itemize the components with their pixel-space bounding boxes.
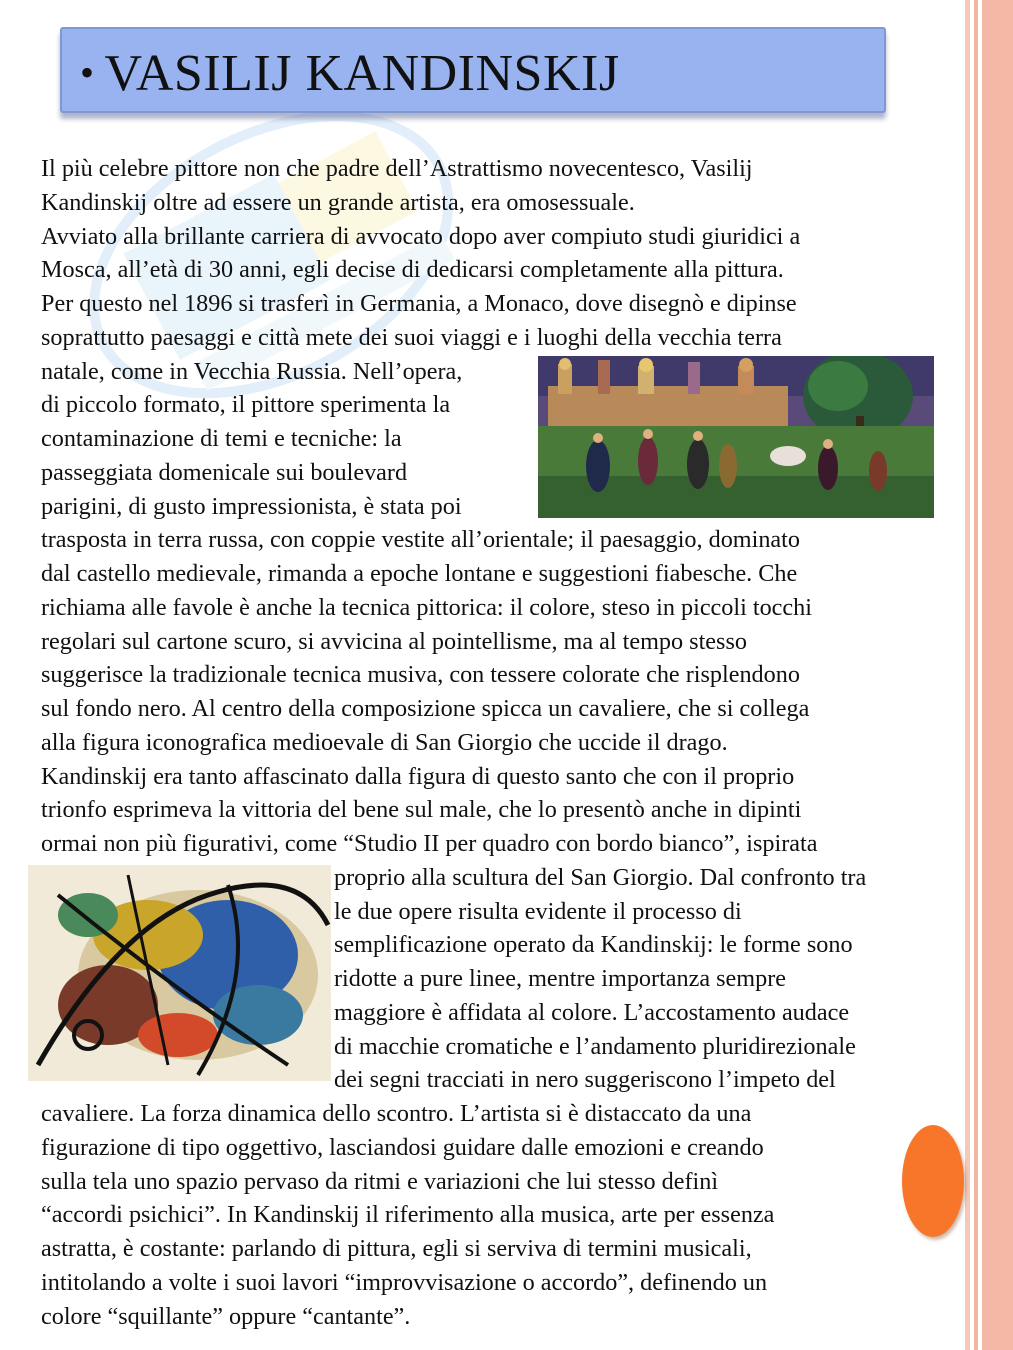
text-line: figurazione di tipo oggettivo, lasciandosi guidare dalle emozioni e creando [41,1133,764,1161]
text-line: proprio alla scultura del San Giorgio. Dal confronto tra [334,863,867,891]
title-label: VASILIJ KANDINSKIJ [104,45,620,102]
body-text [41,152,976,1333]
decorative-oval [902,1125,964,1237]
text-line: le due opere risulta evidente il processo di [334,897,742,925]
text-line: parigini, di gusto impressionista, è stata poi [41,492,462,520]
text-line: suggerisce la tradizionale tecnica musiva, con tessere colorate che risplendono [41,661,800,689]
text-line: passeggiata domenicale sui boulevard [41,458,408,486]
text-line: trasposta in terra russa, con coppie vestite all’orientale; il paesaggio, dominato [41,526,800,554]
text-line: Il più celebre pittore non che padre dell’Astrattismo novecentesco, Vasilij [41,155,753,182]
text-line: contaminazione di temi e tecniche: la [41,425,402,452]
text-line: intitolando a volte i suoi lavori “improvvisazione o accordo”, definendo un [41,1268,768,1296]
text-line: Kandinskij era tanto affascinato dalla figura di questo santo che con il proprio [41,762,795,790]
text-line: richiama alle favole è anche la tecnica pittorica: il colore, steso in piccoli tocchi [41,593,812,621]
text-line: colore “squillante” oppure “cantante”. [41,1302,411,1330]
text-line: maggiore è affidata al colore. L’accostamento audace [334,998,850,1026]
text-line: soprattutto paesaggi e città mete dei suoi viaggi e i luoghi della vecchia terra [41,323,782,351]
text-line: sul fondo nero. Al centro della composizione spicca un cavaliere, che si collega [41,695,810,722]
painting-vecchia-russia [538,356,934,518]
text-line: regolari sul cartone scuro, si avvicina al pointellisme, ma al tempo stesso [41,627,747,655]
text-line: alla figura iconografica medioevale di San Giorgio che uccide il drago. [41,728,728,756]
painting-studio-bordo-bianco [28,865,331,1081]
text-line: di macchie cromatiche e l’andamento pluridirezionale [334,1032,856,1060]
text-line: di piccolo formato, il pittore sperimenta la [41,391,451,419]
title-banner [60,27,886,113]
title-bullet: • [80,50,95,95]
text-line: astratta, è costante: parlando di pittura, egli si serviva di termini musicali, [41,1235,752,1262]
text-line: dal castello medievale, rimanda a epoche lontane e suggestioni fiabesche. Che [41,560,798,587]
text-line: Per questo nel 1896 si trasferì in Germania, a Monaco, dove disegnò e dipinse [41,290,797,317]
slide-title [80,43,620,104]
text-line: ridotte a pure linee, mentre importanza sempre [334,965,786,992]
text-line: sulla tela uno spazio pervaso da ritmi e variazioni che lui stesso definì [41,1167,719,1195]
text-line: trionfo esprimeva la vittoria del bene sul male, che lo presentò anche in dipinti [41,796,802,824]
text-line: “accordi psichici”. In Kandinskij il riferimento alla musica, arte per essenza [41,1201,775,1229]
text-line: Mosca, all’età di 30 anni, egli decise di dedicarsi completamente alla pittura. [41,256,784,284]
stripe [982,0,1013,1350]
text-line: Kandinskij oltre ad essere un grande artista, era omosessuale. [41,188,635,216]
text-line: natale, come in Vecchia Russia. Nell’opera, [41,357,463,385]
text-line: semplificazione operato da Kandinskij: le forme sono [334,931,853,959]
text-line: Avviato alla brillante carriera di avvocato dopo aver compiuto studi giuridici a [41,222,801,250]
text-line: ormai non più figurativi, come “Studio II per quadro con bordo bianco”, ispirata [41,830,818,857]
text-line: cavaliere. La forza dinamica dello scontro. L’artista si è distaccato da una [41,1100,752,1127]
text-line: dei segni tracciati in nero suggeriscono l’impeto del [334,1066,836,1094]
